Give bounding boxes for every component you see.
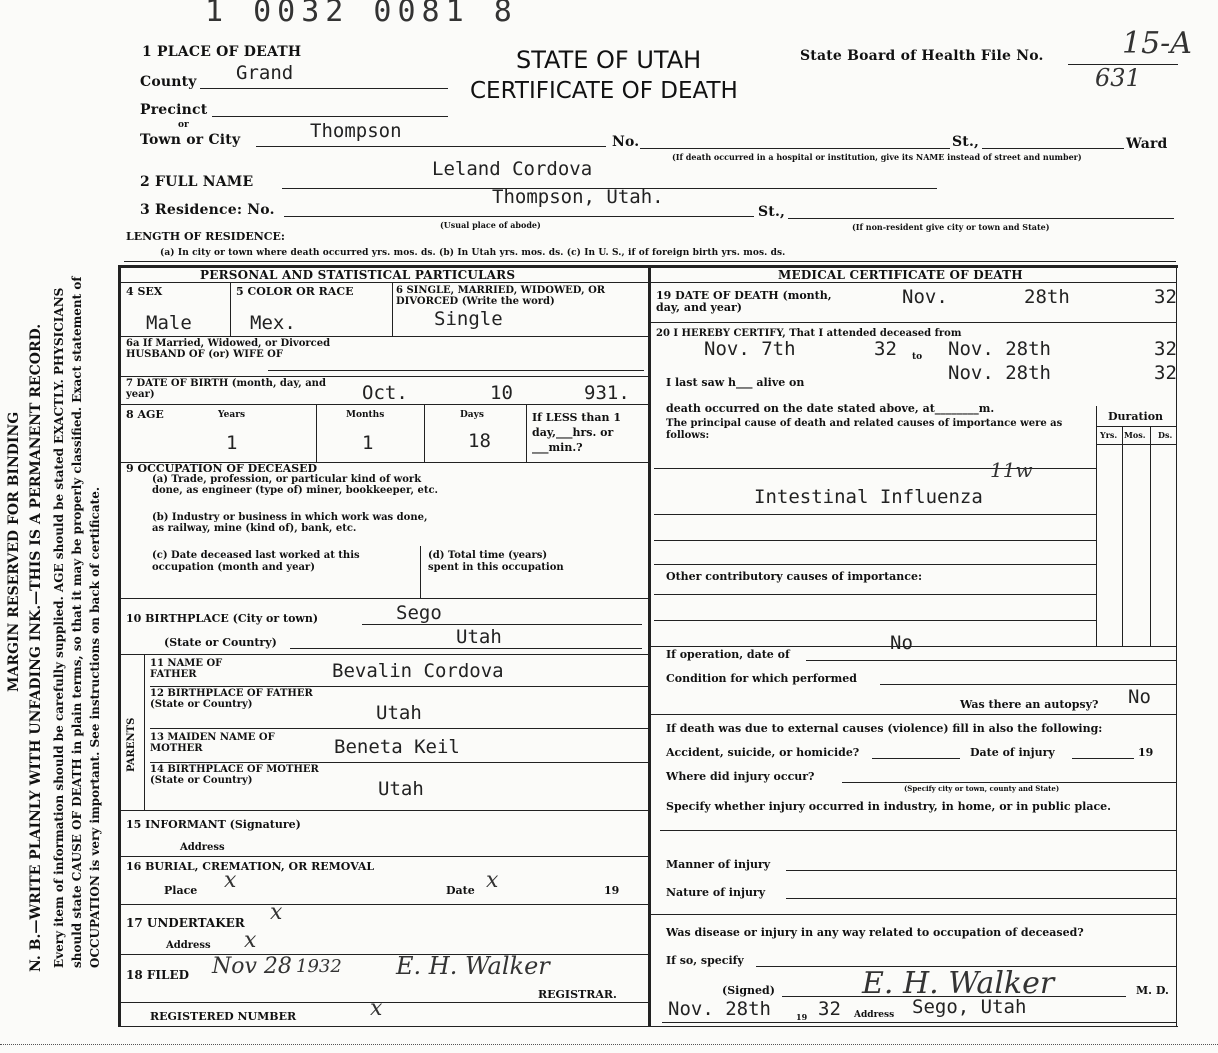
md-label: M. D. [1136,984,1169,997]
no-label: No. [612,134,640,150]
or-label: or [178,120,189,130]
nonresident-note: (If non-resident give city or town and State) [852,222,1050,232]
state-country-label: (State or Country) [164,636,277,649]
town-value: Thompson [310,120,402,142]
informant-label: 15 INFORMANT (Signature) [126,818,301,831]
marital-value: Single [434,308,503,330]
age-months: 1 [362,432,374,454]
less-than-label: If LESS than 1 day,___hrs. or ___min.? [532,411,621,454]
attended-to: Nov. 28th [948,338,1051,360]
accident-label: Accident, suicide, or homicide? [666,746,860,759]
last-saw-year: 32 [1154,362,1177,384]
last-saw-date: Nov. 28th [948,362,1051,384]
full-name-value: Leland Cordova [432,158,593,180]
cause-label: The principal cause of death and related causes of importance were as follows: [666,418,1063,441]
father-value: Bevalin Cordova [332,660,504,682]
physician-address: Sego, Utah [912,996,1027,1018]
duration-years: Yrs. [1100,430,1118,440]
dob-label: 7 DATE OF BIRTH (month, day, and year) [126,378,326,400]
registrar-label: REGISTRAR. [538,988,617,1001]
county-label: County [140,74,197,90]
operation-label: If operation, date of [666,648,790,661]
duration-months: Mos. [1124,430,1146,440]
certify-label: 20 I HEREBY CERTIFY, That I attended deceased from [656,328,962,339]
usual-abode-note: (Usual place of abode) [440,220,541,230]
undertaker-address-mark: x [244,928,257,953]
occupation-c: (c) Date deceased last worked at this occupation (month and year) [152,550,360,573]
other-causes-label: Other contributory causes of importance: [666,570,923,583]
days-label: Days [460,410,484,420]
age-label: 8 AGE [126,408,164,421]
birthplace-label: 10 BIRTHPLACE (City or town) [126,612,319,625]
dod-day: 28th [1024,286,1070,308]
manner-label: Manner of injury [666,858,771,871]
age-years: 1 [226,432,238,454]
burial-place-label: Place [164,884,198,897]
color-value: Mex. [250,312,296,334]
dob-month: Oct. [362,382,408,404]
burial-date-label: Date [446,884,475,897]
months-label: Months [346,410,385,420]
margin-instructions-3: OCCUPATION is very important. See instructions on back of certificate. [88,486,102,968]
medical-section-title: MEDICAL CERTIFICATE OF DEATH [778,268,1023,282]
file-no-handwritten: 15-A [1122,26,1192,61]
town-label: Town or City [140,132,241,148]
to-label: to [912,352,923,362]
specify-label: Specify whether injury occurred in industry, in home, or in public place. [666,800,1111,813]
marital-label: 6 SINGLE, MARRIED, WIDOWED, OR DIVORCED (Write the word) [396,285,606,307]
occupation-b: (b) Industry or business in which work was done, as railway, mine (kind of), bank, etc. [152,512,428,534]
length-residence-label: LENGTH OF RESIDENCE: [126,230,285,243]
ward-label: Ward [1126,136,1168,152]
place-of-death-label: 1 PLACE OF DEATH [142,44,302,60]
burial-label: 16 BURIAL, CREMATION, OR REMOVAL [126,860,375,873]
sign-year: 32 [818,998,841,1020]
physician-signature: E. H. Walker [862,966,1055,1001]
registered-number-label: REGISTERED NUMBER [150,1010,297,1023]
undertaker-address-label: Address [166,940,211,951]
margin-binding-text: MARGIN RESERVED FOR BINDING [6,411,22,692]
death-stated-label: death occurred on the date stated above, at________m. [666,402,995,415]
cause-value: Intestinal Influenza [754,486,983,508]
external-label: If death was due to external causes (violence) fill in also the following: [666,722,1103,735]
father-bp-label: 12 BIRTHPLACE OF FATHER (State or Country) [150,688,313,710]
sex-label: 4 SEX [126,285,163,298]
operation-value: No [890,632,913,654]
hospital-note: (If death occurred in a hospital or institution, give its NAME instead of street and number) [672,152,1082,162]
certificate-serial: 1 0032 0081 8 [205,0,518,29]
cause-handwritten-mark: 11w [990,458,1033,482]
duration-label: Duration [1108,410,1164,423]
precinct-label: Precinct [140,102,208,118]
margin-instructions-1: Every item of information should be carefully supplied. AGE should be stated EXACTLY. PHYSICIANS [52,287,66,968]
autopsy-label: Was there an autopsy? [960,698,1099,711]
margin-nb-text: N. B.—WRITE PLAINLY WITH UNFADING INK.—THIS IS A PERMANENT RECORD. [28,323,44,972]
certificate-title: CERTIFICATE OF DEATH [470,78,738,104]
spouse-label: 6a If Married, Widowed, or Divorced HUSBAND OF (or) WIFE OF [126,338,331,360]
mother-value: Beneta Keil [334,736,460,758]
where-note: (Specify city or town, county and State) [904,784,1060,793]
dod-label: 19 DATE OF DEATH (month, day, and year) [656,289,832,314]
attended-to-year: 32 [1154,338,1177,360]
birthplace-state: Utah [456,626,502,648]
informant-address-label: Address [180,842,225,853]
county-value: Grand [236,62,294,84]
burial-place-mark: x [224,868,237,893]
mother-bp-label: 14 BIRTHPLACE OF MOTHER (State or Country) [150,764,319,786]
registrar-signature: E. H. Walker [396,952,550,980]
file-no-second: 631 [1095,64,1141,92]
nature-label: Nature of injury [666,886,766,899]
related-label: Was disease or injury in any way related to occupation of deceased? [666,926,1084,939]
st-label: St., [952,134,980,150]
injury-date-year: 19 [1138,746,1154,759]
autopsy-value: No [1128,686,1151,708]
occupation-a: (a) Trade, profession, or particular kind of work done, as engineer (type of) miner, bookkeeper, etc. [152,474,439,496]
registered-number-mark: x [370,996,383,1021]
injury-date-label: Date of injury [970,746,1055,759]
full-name-label: 2 FULL NAME [140,174,254,190]
undertaker-mark: x [270,900,283,925]
length-residence-line: (a) In city or town where death occurred yrs. mos. ds. (b) In Utah yrs. mos. ds. (c) In U. S., if of foreign birth yrs. mos. ds. [160,248,786,258]
filed-date: Nov 28 [212,954,292,979]
filed-label: 18 FILED [126,968,189,982]
mother-bp-value: Utah [378,778,424,800]
dob-year: 931. [584,382,630,404]
margin-instructions-2: should state CAUSE OF DEATH in plain terms, so that it may be properly classified. Exact statement of [70,276,84,968]
signed-label: (Signed) [722,984,775,997]
ifso-label: If so, specify [666,954,744,967]
sex-value: Male [146,312,192,334]
dob-day: 10 [490,382,513,404]
filed-year: 1932 [296,956,342,977]
personal-section-title: PERSONAL AND STATISTICAL PARTICULARS [200,268,516,282]
birthplace-city: Sego [396,602,442,624]
dod-year: 32 [1154,286,1177,308]
years-label: Years [218,410,246,420]
mother-label: 13 MAIDEN NAME OF MOTHER [150,732,275,754]
residence-value: Thompson, Utah. [492,186,664,208]
age-days: 18 [468,430,491,452]
duration-days: Ds. [1158,430,1173,440]
sign-nineteen: 19 [796,1012,808,1022]
occupation-d: (d) Total time (years) spent in this occupation [428,550,564,573]
condition-label: Condition for which performed [666,672,857,685]
last-saw-label: I last saw h___ alive on [666,376,805,389]
occupation-label: 9 OCCUPATION OF DECEASED [126,462,318,475]
state-title: STATE OF UTAH [516,46,702,74]
where-label: Where did injury occur? [666,770,815,783]
father-label: 11 NAME OF FATHER [150,658,223,680]
physician-address-label: Address [854,1010,895,1020]
parents-label: PARENTS [126,717,137,772]
attended-from: Nov. 7th [704,338,796,360]
father-bp-value: Utah [376,702,422,724]
residence-st-label: St., [758,204,786,220]
file-no-label: State Board of Health File No. [800,48,1044,64]
residence-label: 3 Residence: No. [140,202,275,218]
undertaker-label: 17 UNDERTAKER [126,916,245,930]
sign-date: Nov. 28th [668,998,771,1020]
color-label: 5 COLOR OR RACE [236,285,354,298]
dod-month: Nov. [902,286,948,308]
burial-year-suffix: 19 [604,884,620,897]
burial-date-mark: x [486,868,499,893]
attended-from-year: 32 [874,338,897,360]
